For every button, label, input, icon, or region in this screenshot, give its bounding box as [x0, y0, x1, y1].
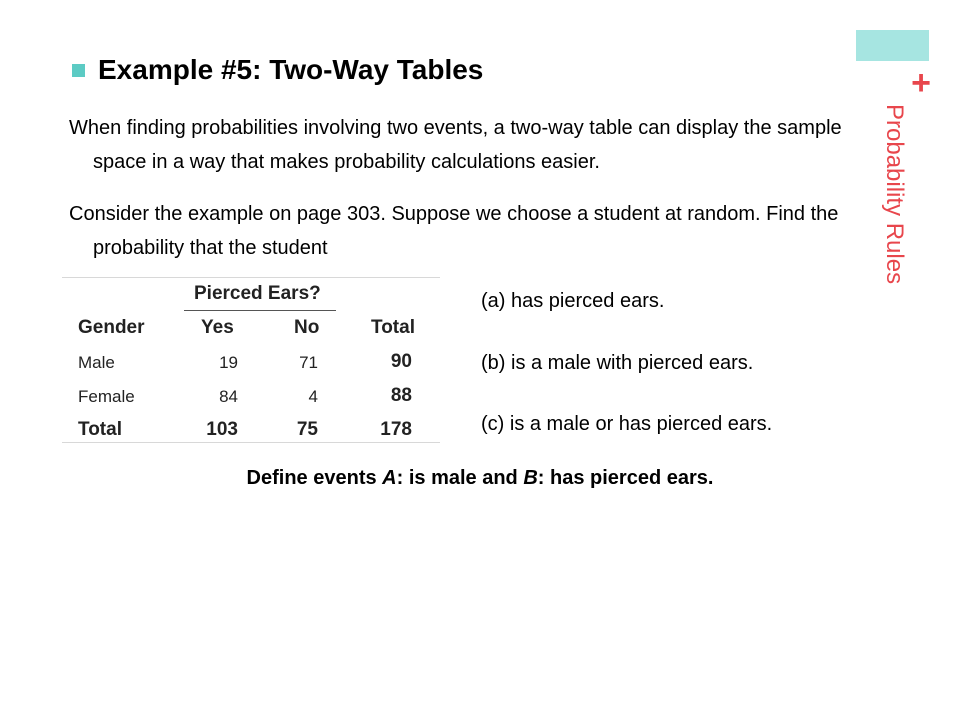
header-total: Total [371, 317, 415, 338]
female-total: 88 [390, 385, 412, 406]
row-male-label: Male [78, 353, 115, 372]
male-no: 71 [299, 353, 318, 372]
grand-total: 178 [380, 419, 412, 440]
question-paragraph: Consider the example on page 303. Suppose we choose a student at random. Find the probability that the student [69, 203, 839, 259]
two-way-table [62, 277, 440, 443]
intro-paragraph: When finding probabilities involving two events, a two-way table can display the sample space in a way that makes probability calculations easier. [69, 117, 842, 173]
slide-title: Example #5: Two-Way Tables [98, 54, 484, 85]
table-bottom-border [62, 442, 440, 443]
slide-heading [72, 50, 483, 90]
define-suffix: : has pierced ears. [537, 467, 714, 489]
event-b-label: B [523, 467, 538, 489]
group-header-rule [184, 310, 336, 311]
side-title: Probability Rules [881, 104, 908, 285]
female-no: 4 [308, 387, 318, 406]
total-yes: 103 [206, 419, 238, 440]
table-group-header: Pierced Ears? [194, 283, 321, 304]
row-female-label: Female [78, 387, 135, 406]
accent-block [856, 30, 929, 61]
define-prefix: Define events [246, 467, 383, 489]
male-yes: 19 [219, 353, 238, 372]
plus-icon: + [911, 64, 931, 102]
total-no: 75 [296, 419, 318, 440]
table-top-border [62, 277, 440, 278]
header-yes: Yes [201, 317, 234, 338]
define-events [0, 467, 960, 490]
male-total: 90 [390, 351, 412, 372]
header-no: No [294, 317, 320, 338]
question-c: (c) is a male or has pierced ears. [481, 413, 773, 435]
question-b: (b) is a male with pierced ears. [481, 352, 754, 374]
female-yes: 84 [219, 387, 238, 406]
row-total-label: Total [78, 419, 122, 440]
square-bullet-icon [72, 64, 85, 77]
header-gender: Gender [78, 317, 145, 338]
question-a: (a) has pierced ears. [481, 290, 665, 312]
define-middle: : is male and [396, 467, 524, 489]
event-a-label: A [382, 467, 397, 489]
